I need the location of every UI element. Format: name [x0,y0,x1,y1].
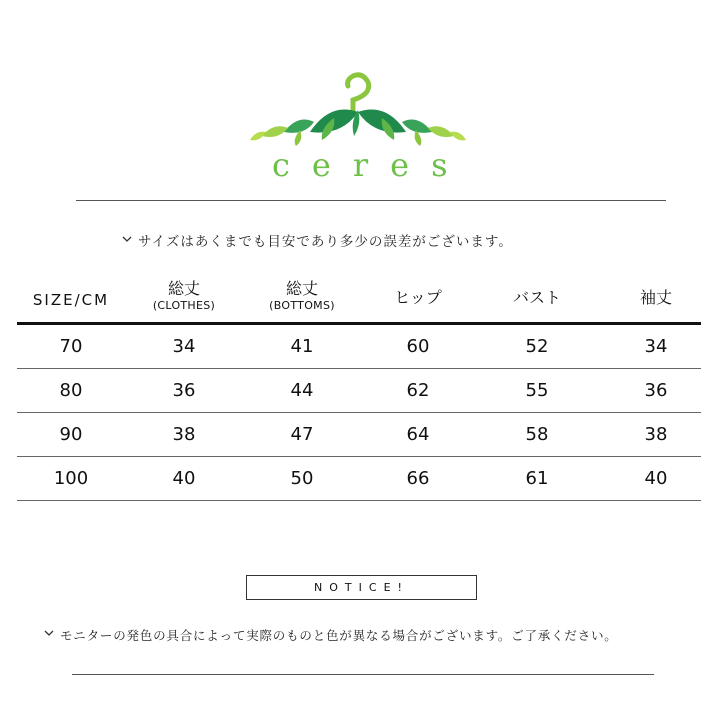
table-cell: 36 [644,380,668,401]
table-row [17,325,701,369]
table-cell: 50 [290,468,314,489]
table-cell: 55 [525,380,549,401]
header-sub: (CLOTHES) [152,299,216,312]
table-cell: 62 [406,380,430,401]
logo-text: ceres [272,146,470,184]
table-cell: 100 [53,468,89,489]
header-main: 袖丈 [639,288,672,307]
monitor-note-text: モニターの発色の具合によって実際のものと色が異なる場合がございます。ご了承ください。 [60,628,618,643]
table-cell: 41 [290,336,314,357]
table-header [17,280,701,322]
table-cell: 38 [172,424,196,445]
header-main: バスト [512,288,561,307]
notice-box [246,575,477,600]
table-cell: 61 [525,468,549,489]
table-cell: 36 [172,380,196,401]
header-size-label: SIZE/CM [32,291,110,309]
table-cell: 52 [525,336,549,357]
header-size [11,291,131,309]
table-cell: 60 [406,336,430,357]
header-sleeve [596,289,716,307]
table-cell: 34 [644,336,668,357]
table-cell: 44 [290,380,314,401]
table-cell: 38 [644,424,668,445]
header-length-bottoms [242,280,362,314]
table-cell: 70 [59,336,83,357]
size-note [122,230,513,250]
table-cell: 40 [172,468,196,489]
monitor-note [44,626,618,644]
size-note-text: サイズはあくまでも目安であり多少の誤差がございます。 [138,234,513,250]
table-row [17,369,701,413]
table-row [17,413,701,457]
table-cell: 47 [290,424,314,445]
table-cell: 80 [59,380,83,401]
header-length-clothes [124,280,244,314]
bottom-divider [72,674,654,675]
hanger-leaves-icon [250,70,466,150]
header-main: 総丈 [285,279,318,298]
top-divider [76,200,666,201]
size-table [17,280,701,501]
table-cell: 40 [644,468,668,489]
chevron-down-icon [122,234,132,244]
table-cell: 64 [406,424,430,445]
table-cell: 66 [406,468,430,489]
table-cell: 58 [525,424,549,445]
chevron-down-icon [44,628,54,638]
header-sub: (BOTTOMS) [269,299,335,312]
table-row [17,457,701,501]
notice-title: NOTICE! [314,581,409,594]
brand-logo [250,70,470,186]
table-cell: 90 [59,424,83,445]
header-main: 総丈 [167,279,200,298]
table-cell: 34 [172,336,196,357]
header-bust [477,289,597,307]
header-main: ヒップ [394,288,442,307]
header-hip [358,289,478,307]
